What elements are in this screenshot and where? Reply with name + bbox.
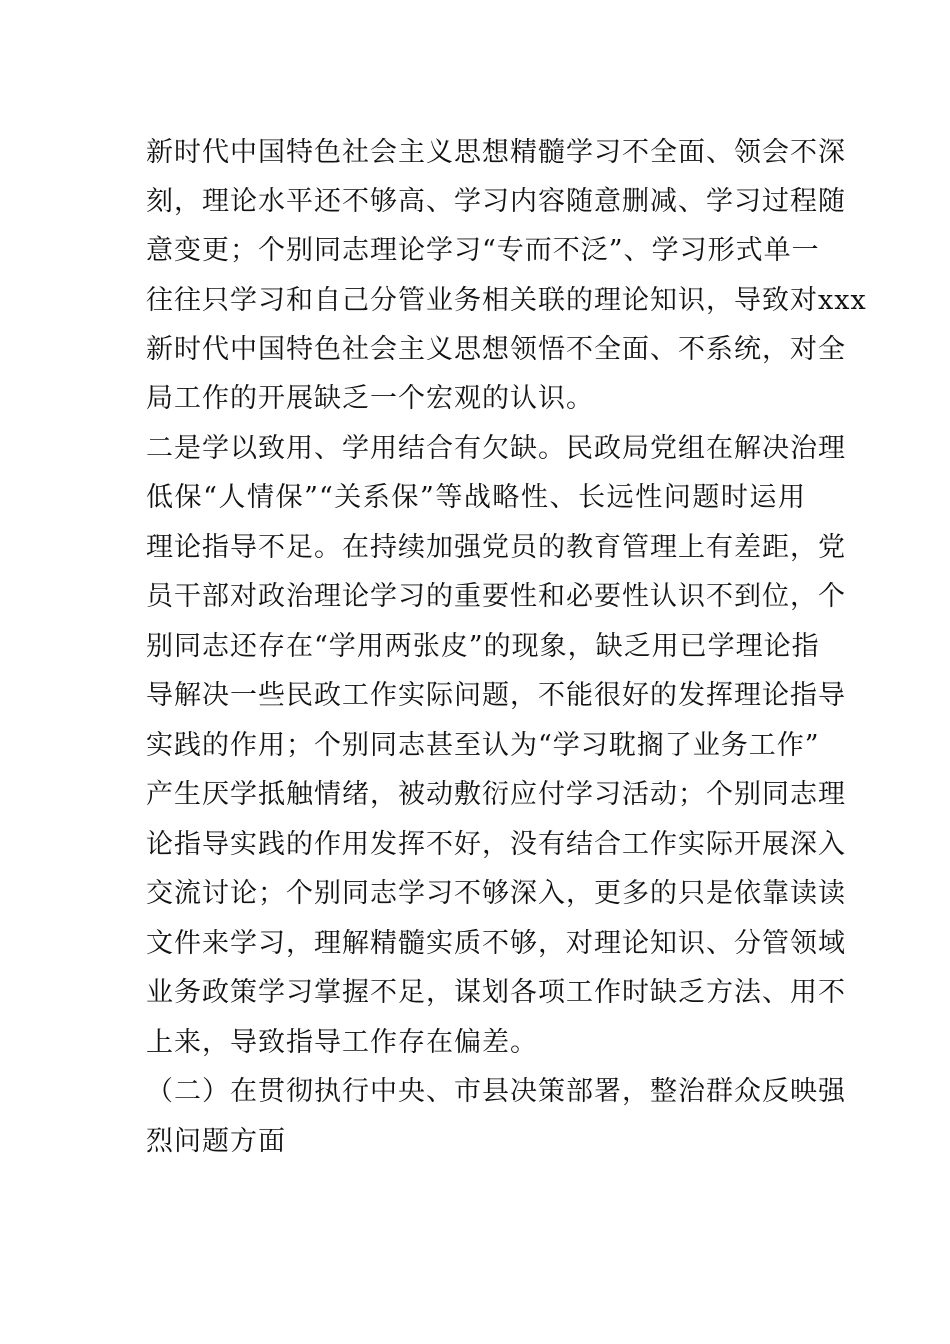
text-line: 实践的作用；个别同志甚至认为“学习耽搁了业务工作”	[146, 730, 820, 761]
text-line: 导解决一些民政工作实际问题，不能很好的发挥理论指导	[146, 680, 846, 711]
text-line: 意变更；个别同志理论学习“专而不泛”、学习形式单一	[146, 235, 820, 266]
text-line: 理论指导不足。在持续加强党员的教育管理上有差距，党	[146, 532, 846, 563]
text-line: 员干部对政治理论学习的重要性和必要性认识不到位，个	[146, 581, 846, 612]
text-line: 刻，理论水平还不够高、学习内容随意删减、学习过程随	[146, 186, 846, 217]
text-line: 低保“人情保”“关系保”等战略性、长远性问题时运用	[146, 482, 806, 513]
section-heading-line: （二）在贯彻执行中央、市县决策部署，整治群众反映强	[146, 1076, 846, 1107]
text-line: 文件来学习，理解精髓实质不够，对理论知识、分管领域	[146, 928, 846, 959]
text-line: 新时代中国特色社会主义思想领悟不全面、不系统，对全	[146, 334, 846, 365]
text-line: 二是学以致用、学用结合有欠缺。民政局党组在解决治理	[146, 433, 846, 464]
text-line: 论指导实践的作用发挥不好，没有结合工作实际开展深入	[146, 829, 846, 860]
text-line: 新时代中国特色社会主义思想精髓学习不全面、领会不深	[146, 137, 846, 168]
text-line: 别同志还存在“学用两张皮”的现象，缺乏用已学理论指	[146, 631, 820, 662]
section-heading-line: 烈问题方面	[146, 1126, 286, 1157]
text-line: 上来，导致指导工作存在偏差。	[146, 1027, 538, 1058]
text-line: 产生厌学抵触情绪，被动敷衍应付学习活动；个别同志理	[146, 779, 846, 810]
text-line: 业务政策学习掌握不足，谋划各项工作时缺乏方法、用不	[146, 977, 846, 1008]
text-line: 交流讨论；个别同志学习不够深入，更多的只是依靠读读	[146, 878, 846, 909]
text-line: 往往只学习和自己分管业务相关联的理论知识，导致对xxx	[146, 285, 867, 316]
text-line: 局工作的开展缺乏一个宏观的认识。	[146, 383, 594, 414]
